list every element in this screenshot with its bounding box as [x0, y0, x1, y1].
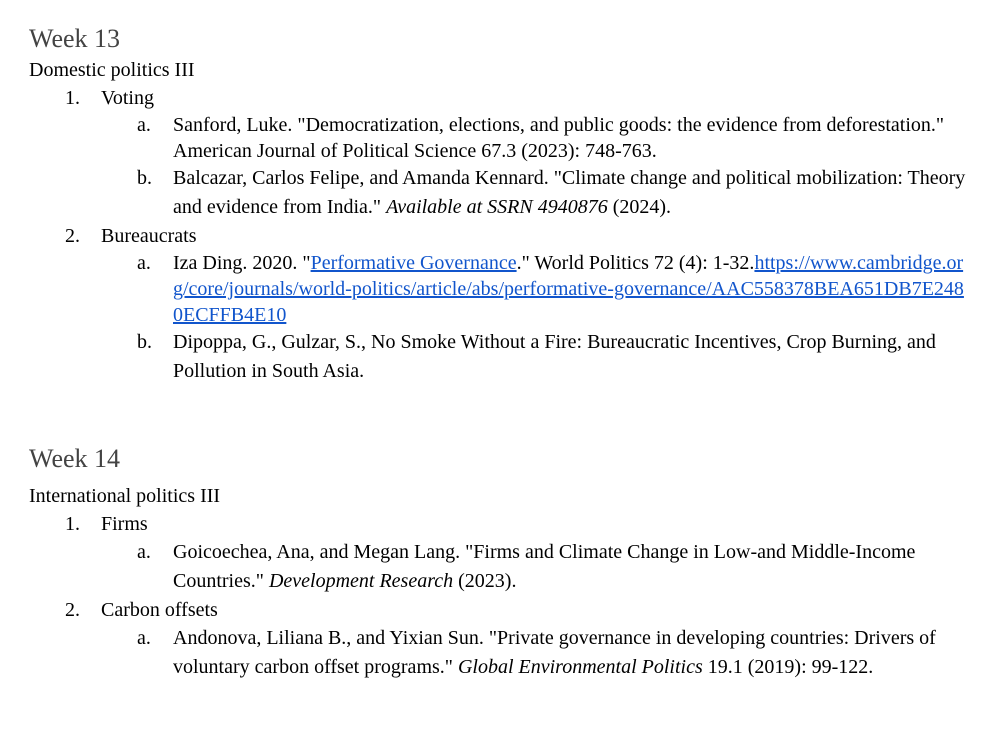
reference-year: (2024).	[607, 196, 672, 218]
topic-title: Firms	[101, 513, 148, 535]
reference-item	[29, 538, 979, 596]
syllabus-document	[29, 22, 979, 682]
reference-citation: 19.1 (2019): 99-122.	[702, 656, 874, 678]
cambridge-url-link[interactable]: https://www.cambridge.org/core/journals/world-politics/article/abs/performative-governance/AAC558378BEA651DB7E2480ECFFB4E10	[173, 252, 964, 326]
reference-letter: b.	[137, 331, 152, 353]
reference-journal: Available at SSRN 4940876	[386, 196, 608, 218]
topic-title: Carbon offsets	[101, 599, 218, 621]
reference-item	[29, 164, 979, 222]
performative-governance-link[interactable]: Performative Governance	[310, 252, 517, 274]
reference-letter: a.	[137, 627, 151, 649]
reference-text: Andonova, Liliana B., and Yixian Sun. "Private governance in developing countries: Drivers of voluntary carbon offset programs."	[173, 627, 936, 678]
reference-text: Sanford, Luke. "Democratization, elections, and public goods: the evidence from deforestation." American Journal of Political Science 67.3 (2023): 748-763.	[173, 114, 945, 162]
reference-letter: b.	[137, 167, 152, 189]
reference-letter: a.	[137, 541, 151, 563]
reference-year: (2023).	[453, 570, 517, 592]
reference-item	[29, 250, 979, 328]
topic-number: 1.	[65, 87, 80, 109]
topic-bureaucrats	[29, 222, 979, 250]
reference-item	[29, 624, 979, 682]
reference-text: Dipoppa, G., Gulzar, S., No Smoke Without a Fire: Bureaucratic Incentives, Crop Burning, and Pollution in South Asia.	[173, 331, 936, 382]
topic-title: Bureaucrats	[101, 225, 197, 247]
topic-number: 2.	[65, 599, 80, 621]
reference-letter: a.	[137, 114, 151, 136]
topic-firms	[29, 510, 979, 538]
topic-number: 1.	[65, 513, 80, 535]
reference-text: Iza Ding. 2020. "	[173, 252, 311, 274]
week-14-section-title: International politics III	[29, 485, 221, 507]
topic-title: Voting	[101, 87, 154, 109]
topic-number: 2.	[65, 225, 80, 247]
reference-text: Balcazar, Carlos Felipe, and Amanda Kennard. "Climate change and political mobilization: Theory and evidence from India."	[173, 167, 966, 218]
reference-text: Goicoechea, Ana, and Megan Lang. "Firms and Climate Change in Low-and Middle-Income Countries."	[173, 541, 916, 592]
topic-voting	[29, 84, 979, 112]
reference-item	[29, 112, 979, 164]
reference-journal: Development Research	[268, 570, 454, 592]
reference-letter: a.	[137, 252, 151, 274]
reference-journal: Global Environmental Politics	[457, 656, 703, 678]
reference-item	[29, 328, 979, 386]
topic-carbon-offsets	[29, 596, 979, 624]
week-14-heading: Week 14	[29, 444, 121, 473]
week-13-section-title: Domestic politics III	[29, 59, 195, 81]
reference-citation: ." World Politics 72 (4): 1-32.	[516, 252, 755, 274]
week-13-heading: Week 13	[29, 24, 121, 53]
